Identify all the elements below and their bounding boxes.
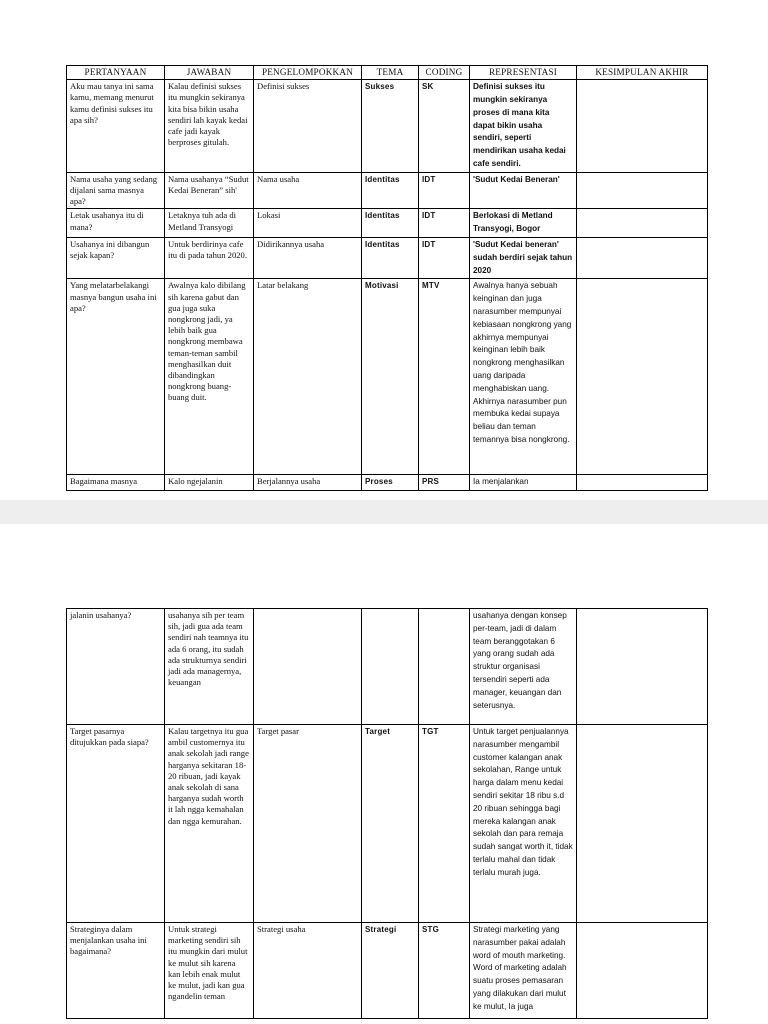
header-coding: CODING bbox=[419, 66, 470, 80]
cell-coding bbox=[419, 609, 470, 725]
cell-representasi: Untuk target penjualannya narasumber mengambil customer kalangan anak sekolahan, Range untuk harga dalam menu kedai sendiri sekitar 18 ribu s.d 20 ribuan sehingga bagi mereka kalangan anak sekolah dan para remaja sudah sangat worth it, tidak terlalu mahal dan tidak terlalu murah juga. bbox=[470, 725, 577, 923]
cell-pertanyaan: Bagaimana masnya bbox=[67, 475, 165, 491]
cell-representasi: Awalnya hanya sebuah keinginan dan juga narasumber mempunyai kebiasaan nongkrong yang akhirnya mempunyai keinginan lebih baik nongkrong menghasilkan uang daripada menghabiskan uang. Akhirnya narasumber pun membuka kedai supaya beliau dan teman temannya bisa nongkrong. bbox=[470, 279, 577, 475]
header-representasi: REPRESENTASI bbox=[470, 66, 577, 80]
cell-pengelompokkan: Lokasi bbox=[254, 209, 362, 238]
table-header-row bbox=[67, 66, 708, 80]
table-row bbox=[67, 279, 708, 475]
cell-tema: Target bbox=[362, 725, 419, 923]
cell-kesimpulan bbox=[577, 172, 708, 209]
cell-pertanyaan: Usahanya ini dibangun sejak kapan? bbox=[67, 237, 165, 278]
cell-tema: Sukses bbox=[362, 80, 419, 173]
cell-pengelompokkan bbox=[254, 609, 362, 725]
table-row bbox=[67, 609, 708, 725]
cell-kesimpulan bbox=[577, 725, 708, 923]
table-row bbox=[67, 237, 708, 278]
header-tema: TEMA bbox=[362, 66, 419, 80]
cell-pertanyaan: Aku mau tanya ini sama kamu, memang menurut kamu definisi sukses itu apa sih? bbox=[67, 80, 165, 173]
cell-pertanyaan: Nama usaha yang sedang dijalani sama masnya apa? bbox=[67, 172, 165, 209]
cell-coding: SK bbox=[419, 80, 470, 173]
cell-kesimpulan bbox=[577, 80, 708, 173]
cell-pengelompokkan: Berjalannya usaha bbox=[254, 475, 362, 491]
table-row bbox=[67, 80, 708, 173]
header-jawaban: JAWABAN bbox=[165, 66, 254, 80]
cell-kesimpulan bbox=[577, 923, 708, 1019]
header-pengelompokkan: PENGELOMPOKKAN bbox=[254, 66, 362, 80]
cell-jawaban: usahanya sih per team sih, jadi gua ada team sendiri nah teamnya itu ada 6 orang, itu sudah ada strukturnya sendiri jadi ada managernya, keuangan bbox=[165, 609, 254, 725]
cell-representasi: Strategi marketing yang narasumber pakai adalah word of mouth marketing. Word of marketing adalah suatu proses pemasaran yang dilakukan dari mulut ke mulut, Ia juga bbox=[470, 923, 577, 1019]
cell-kesimpulan bbox=[577, 237, 708, 278]
cell-kesimpulan bbox=[577, 279, 708, 475]
document-page-1 bbox=[0, 0, 768, 500]
cell-tema: Strategi bbox=[362, 923, 419, 1019]
cell-tema: Identitas bbox=[362, 209, 419, 238]
cell-pertanyaan: Strateginya dalam menjalankan usaha ini bagaimana? bbox=[67, 923, 165, 1019]
cell-jawaban: Letaknya tuh ada di Metland Transyogi bbox=[165, 209, 254, 238]
cell-jawaban: Kalo ngejalanin bbox=[165, 475, 254, 491]
cell-coding: MTV bbox=[419, 279, 470, 475]
cell-pengelompokkan: Strategi usaha bbox=[254, 923, 362, 1019]
cell-jawaban: Kalau targetnya itu gua ambil customernya itu anak sekolah jadi range harganya sekitaran 18-20 ribuan, jadi kayak anak sekolah di sana harganya sudah worth it lah ngga kemahalan dan ngga kemurahan. bbox=[165, 725, 254, 923]
cell-jawaban: Awalnya kalo dibilang sih karena gabut dan gua juga suka nongkrong jadi, ya lebih baik gua nongkrong membawa teman-teman sambil menghasilkan duit dibandingkan nongkrong buang-buang duit. bbox=[165, 279, 254, 475]
header-kesimpulan-akhir: KESIMPULAN AKHIR bbox=[577, 66, 708, 80]
cell-tema: Proses bbox=[362, 475, 419, 491]
cell-kesimpulan bbox=[577, 475, 708, 491]
table-row bbox=[67, 209, 708, 238]
cell-kesimpulan bbox=[577, 609, 708, 725]
table-row bbox=[67, 475, 708, 491]
interview-coding-table-continued bbox=[66, 608, 708, 1019]
cell-pengelompokkan: Latar belakang bbox=[254, 279, 362, 475]
cell-tema: Identitas bbox=[362, 172, 419, 209]
cell-coding: IDT bbox=[419, 172, 470, 209]
cell-representasi: usahanya dengan konsep per-team, jadi di dalam team beranggotakan 6 yang orang sudah ada struktur organisasi tersendiri seperti ada manager, keuangan dan seterusnya. bbox=[470, 609, 577, 725]
cell-representasi: Ia menjalankan bbox=[470, 475, 577, 491]
cell-representasi: 'Sudut Kedai Beneran' bbox=[470, 172, 577, 209]
cell-pengelompokkan: Didirikannya usaha bbox=[254, 237, 362, 278]
cell-representasi: Definisi sukses itu mungkin sekiranya proses di mana kita dapat bikin usaha sendiri, seperti mendirikan usaha kedai cafe sendiri. bbox=[470, 80, 577, 173]
cell-jawaban: Nama usahanya “Sudut Kedai Beneran” sih' bbox=[165, 172, 254, 209]
cell-tema: Identitas bbox=[362, 237, 419, 278]
cell-representasi: 'Sudut Kedai beneran' sudah berdiri sejak tahun 2020 bbox=[470, 237, 577, 278]
cell-tema bbox=[362, 609, 419, 725]
interview-coding-table bbox=[66, 65, 708, 491]
cell-jawaban: Untuk berdirinya cafe itu di pada tahun 2020. bbox=[165, 237, 254, 278]
cell-pengelompokkan: Nama usaha bbox=[254, 172, 362, 209]
table-row bbox=[67, 725, 708, 923]
cell-jawaban: Kalau definisi sukses itu mungkin sekiranya kita bisa bikin usaha sendiri lah kayak kedai cafe jadi kayak berproses gitulah. bbox=[165, 80, 254, 173]
cell-coding: IDT bbox=[419, 237, 470, 278]
cell-jawaban: Untuk strategi marketing sendiri sih itu mungkin dari mulut ke mulut sih karena kan lebih enak mulut ke mulut, jadi kan gua ngandelin teman bbox=[165, 923, 254, 1019]
cell-kesimpulan bbox=[577, 209, 708, 238]
table-row bbox=[67, 172, 708, 209]
cell-pertanyaan: jalanin usahanya? bbox=[67, 609, 165, 725]
cell-pengelompokkan: Target pasar bbox=[254, 725, 362, 923]
cell-pertanyaan: Letak usahanya itu di mana? bbox=[67, 209, 165, 238]
header-pertanyaan: PERTANYAAN bbox=[67, 66, 165, 80]
cell-representasi: Berlokasi di Metland Transyogi, Bogor bbox=[470, 209, 577, 238]
cell-coding: IDT bbox=[419, 209, 470, 238]
cell-pertanyaan: Target pasarnya ditujukkan pada siapa? bbox=[67, 725, 165, 923]
cell-coding: TGT bbox=[419, 725, 470, 923]
cell-coding: STG bbox=[419, 923, 470, 1019]
cell-pertanyaan: Yang melatarbelakangi masnya bangun usaha ini apa? bbox=[67, 279, 165, 475]
table-row bbox=[67, 923, 708, 1019]
document-page-2 bbox=[0, 524, 768, 1024]
cell-pengelompokkan: Definisi sukses bbox=[254, 80, 362, 173]
cell-coding: PRS bbox=[419, 475, 470, 491]
cell-tema: Motivasi bbox=[362, 279, 419, 475]
